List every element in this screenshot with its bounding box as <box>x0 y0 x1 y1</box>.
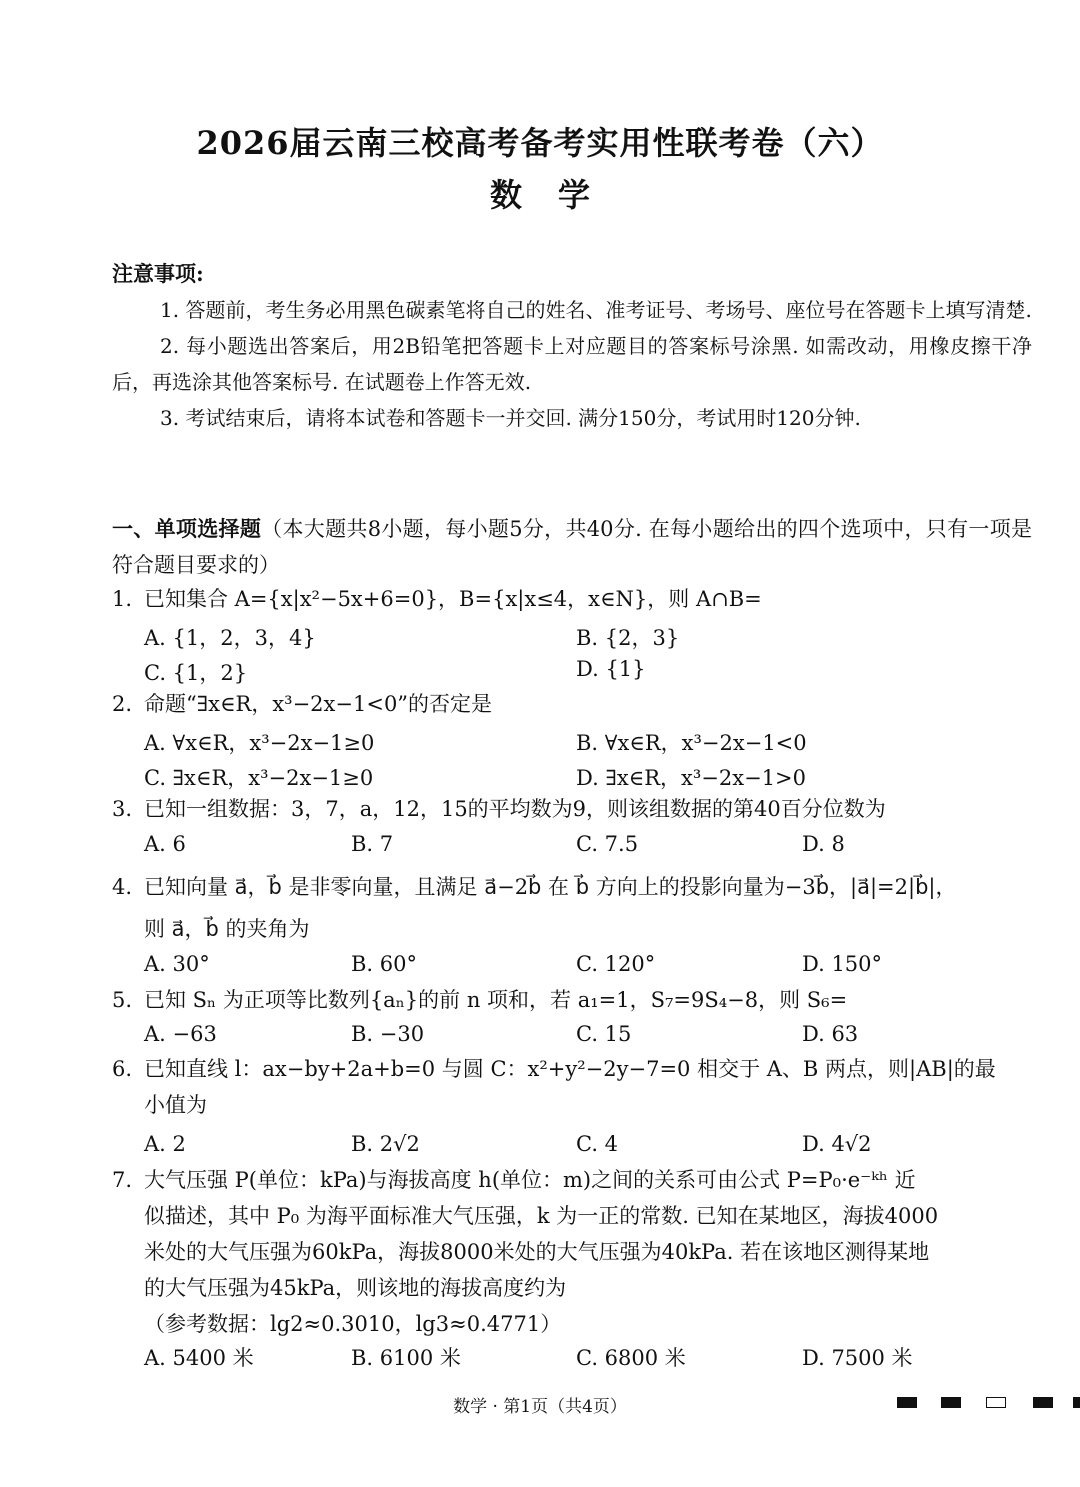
option-d: D. 7500 米 <box>802 1346 913 1370</box>
option-b: B. {2，3} <box>576 626 680 650</box>
option-d: D. 4√2 <box>802 1132 872 1156</box>
question-stem: 已知直线 l：ax−by+2a+b=0 与圆 C：x²+y²−2y−7=0 相交于 A、B 两点，则|AB|的最 <box>144 1057 996 1081</box>
section-heading: 一、单项选择题 <box>112 516 262 541</box>
option-b: B. −30 <box>351 1022 425 1046</box>
exam-title: 2026届云南三校高考备考实用性联考卷（六） <box>196 124 884 162</box>
question-5 <box>112 982 1037 1018</box>
scan-mark <box>1073 1397 1080 1408</box>
option-c: C. {1，2} <box>144 661 248 685</box>
notice-item: 2. 每小题选出答案后，用2B铅笔把答题卡上对应题目的答案标号涂黑. 如需改动，用橡皮擦干净后，再选涂其他答案标号. 在试题卷上作答无效. <box>112 334 1032 394</box>
option-a: A. 6 <box>144 832 186 856</box>
option-d: D. 63 <box>802 1022 859 1046</box>
option-c: C. 7.5 <box>576 832 639 856</box>
question-stem: 已知 Sₙ 为正项等比数列{aₙ}的前 n 项和，若 a₁=1，S₇=9S₄−8，则 S₆= <box>144 988 848 1012</box>
question-stem: 已知一组数据：3，7，a，12，15的平均数为9，则该组数据的第40百分位数为 <box>144 797 886 821</box>
option-a: A. 2 <box>144 1132 186 1156</box>
question-stem: 已知向量 a⃗，b⃗ 是非零向量，且满足 a⃗−2b⃗ 在 b⃗ 方向上的投影向量为−3b⃗，|a⃗|=2|b⃗|， <box>144 875 957 899</box>
question-stem: 已知集合 A={x|x²−5x+6=0}，B={x|x≤4，x∈N}，则 A∩B= <box>144 587 762 611</box>
option-c: C. ∃x∈R，x³−2x−1≥0 <box>144 766 374 790</box>
option-c: C. 120° <box>576 952 656 976</box>
question-number: 7. <box>112 1168 133 1192</box>
option-a: A. −63 <box>144 1022 217 1046</box>
question-number: 6. <box>112 1057 133 1081</box>
question-1 <box>112 581 1037 617</box>
scan-marks <box>897 1397 1080 1411</box>
option-a: A. 5400 米 <box>144 1346 254 1370</box>
question-number: 1. <box>112 587 133 611</box>
page-footer: 数学 · 第1页（共4页） <box>453 1397 627 1417</box>
section-header <box>112 511 1032 583</box>
option-c: C. 6800 米 <box>576 1346 686 1370</box>
subject-title: 数学 <box>489 176 626 214</box>
option-d: D. 8 <box>802 832 845 856</box>
option-b: B. ∀x∈R，x³−2x−1<0 <box>576 731 807 755</box>
option-d: D. 150° <box>802 952 883 976</box>
question-3 <box>112 791 1037 827</box>
notice-item: 1. 答题前，考生务必用黑色碳素笔将自己的姓名、准考证号、考场号、座位号在答题卡上填写清楚. <box>160 298 1032 322</box>
question-number: 4. <box>112 875 133 899</box>
option-a: A. ∀x∈R，x³−2x−1≥0 <box>144 731 375 755</box>
question-6 <box>112 1051 1037 1123</box>
option-b: B. 7 <box>351 832 394 856</box>
option-d: D. ∃x∈R，x³−2x−1>0 <box>576 766 807 790</box>
question-stem-cont: 则 a⃗，b⃗ 的夹角为 <box>144 917 310 941</box>
option-d: D. {1} <box>576 657 646 681</box>
question-number: 3. <box>112 797 133 821</box>
option-b: B. 60° <box>351 952 418 976</box>
notice-item: 3. 考试结束后，请将本试卷和答题卡一并交回. 满分150分，考试用时120分钟. <box>160 406 861 430</box>
question-stem-cont: 似描述，其中 P₀ 为海平面标准大气压强，k 为一正的常数. 已知在某地区，海拔4000 <box>144 1204 939 1228</box>
option-c: C. 4 <box>576 1132 619 1156</box>
question-number: 2. <box>112 692 133 716</box>
question-stem: 大气压强 P(单位：kPa)与海拔高度 h(单位：m)之间的关系可由公式 P=P₀·e⁻ᵏʰ 近 <box>144 1168 916 1192</box>
option-b: B. 2√2 <box>351 1132 420 1156</box>
scan-mark <box>1033 1397 1053 1408</box>
scan-mark <box>986 1397 1006 1408</box>
option-a: A. {1，2，3，4} <box>144 626 316 650</box>
question-stem-cont: 米处的大气压强为60kPa，海拔8000米处的大气压强为40kPa. 若在该地区测得某地 <box>144 1240 930 1264</box>
question-7 <box>112 1162 1037 1342</box>
question-stem-cont: 小值为 <box>144 1093 207 1117</box>
question-4 <box>112 869 1037 947</box>
section-description: （本大题共8小题，每小题5分，共40分. 在每小题给出的四个选项中，只有一项是符合题目要求的） <box>112 517 1033 577</box>
reference-data: （参考数据：lg2≈0.3010，lg3≈0.4771） <box>144 1312 562 1336</box>
question-2 <box>112 686 1037 722</box>
notice-list <box>112 292 1032 436</box>
scan-mark <box>897 1397 917 1408</box>
question-stem-cont: 的大气压强为45kPa，则该地的海拔高度约为 <box>144 1276 567 1300</box>
scan-mark <box>941 1397 961 1408</box>
question-number: 5. <box>112 988 133 1012</box>
option-a: A. 30° <box>144 952 210 976</box>
option-c: C. 15 <box>576 1022 632 1046</box>
option-b: B. 6100 米 <box>351 1346 461 1370</box>
notice-heading: 注意事项: <box>112 261 204 286</box>
question-stem: 命题“∃x∈R，x³−2x−1<0”的否定是 <box>144 692 493 716</box>
